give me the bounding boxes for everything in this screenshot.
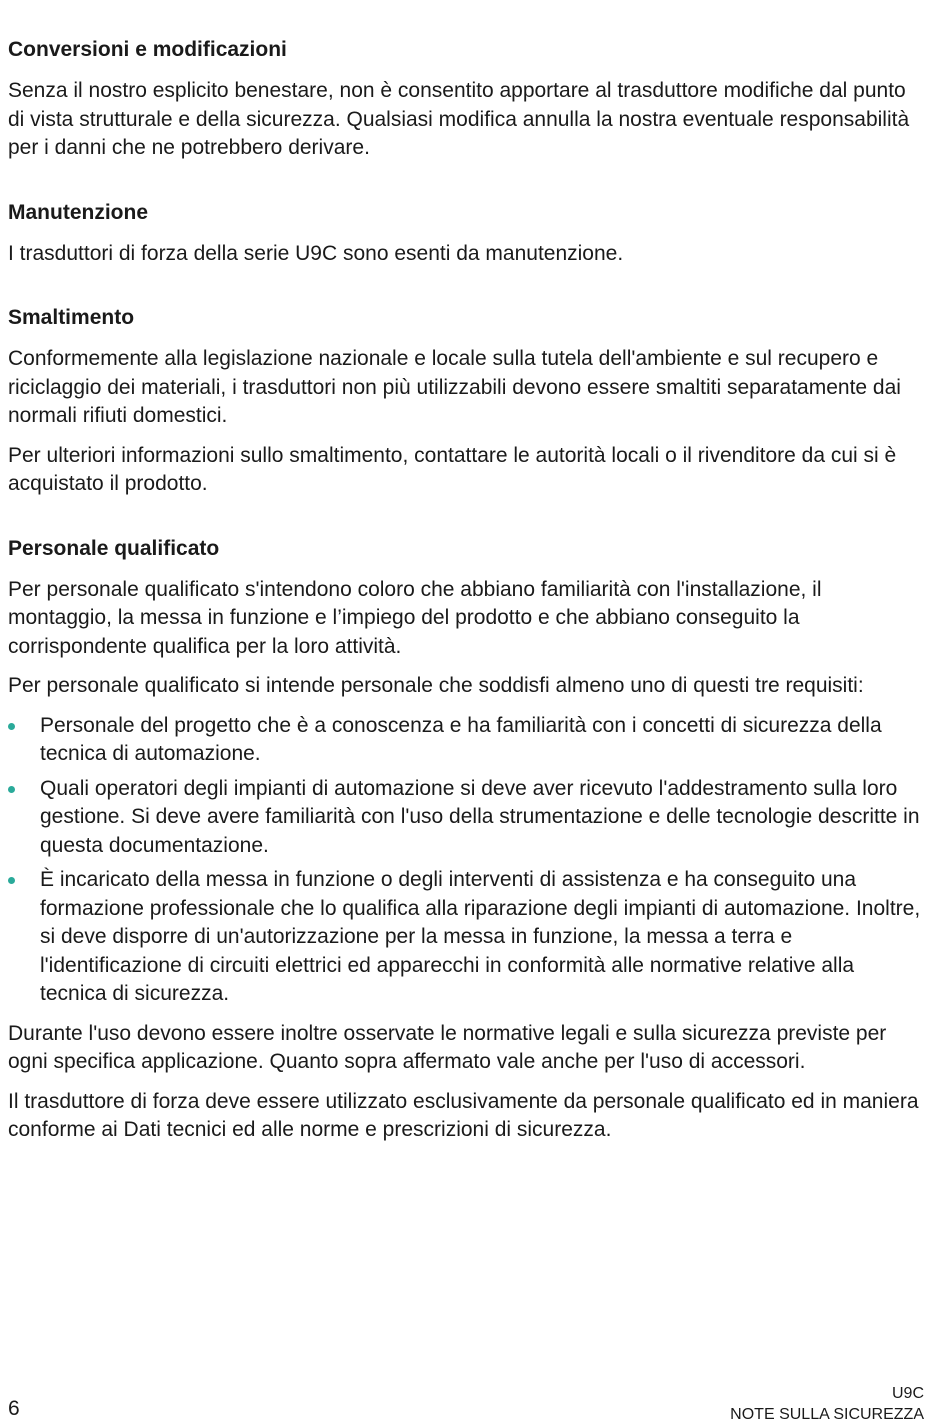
page-content	[8, 36, 923, 1181]
bullet-dot-icon	[8, 877, 15, 884]
paragraph: Durante l'uso devono essere inoltre osservate le normative legali e sulla sicurezza previste per ogni specifica applicazione. Quanto sopra affermato vale anche per l'uso di accessori.	[8, 1021, 887, 1073]
paragraph: Per ulteriori informazioni sullo smaltimento, contattare le autorità locali o il rivenditore da cui si è acquistato il prodotto.	[8, 443, 897, 495]
list-item	[8, 712, 923, 769]
section-heading: Personale qualificato	[8, 536, 220, 560]
paragraph: Per personale qualificato s'intendono coloro che abbiano familiarità con l'installazione, il montaggio, la messa in funzione e l’impiego del prodotto e che abbiano conseguito la corrispondente qualifica per la loro attività.	[8, 577, 822, 658]
footer-chapter: NOTE SULLA SICUREZZA	[730, 1406, 924, 1423]
list-item	[8, 866, 923, 1009]
page-number: 6	[8, 1397, 20, 1420]
paragraph: Per personale qualificato si intende personale che soddisfi almeno uno di questi tre requisiti:	[8, 674, 864, 697]
bullet-dot-icon	[8, 723, 15, 730]
footer-product: U9C	[891, 1385, 924, 1402]
paragraph: Il trasduttore di forza deve essere utilizzato esclusivamente da personale qualificato ed in maniera conforme ai Dati tecnici ed alle norme e prescrizioni di sicurezza.	[8, 1089, 919, 1141]
footer-running-header	[730, 1383, 924, 1425]
requirements-list	[8, 712, 923, 1009]
section-heading: Conversioni e modificazioni	[8, 38, 287, 61]
paragraph: Conformemente alla legislazione nazionale e locale sulla tutela dell'ambiente e sul recupero e riciclaggio dei materiali, i trasduttori non più utilizzabili devono essere smaltiti separatamente dai normali rifiuti domestici.	[8, 347, 901, 427]
section-personale-qualificato	[8, 535, 923, 1145]
list-item	[8, 775, 923, 861]
bullet-dot-icon	[8, 786, 15, 793]
paragraph: I trasduttori di forza della serie U9C sono esenti da manutenzione.	[8, 241, 624, 265]
list-item-text: Quali operatori degli impianti di automazione si deve aver ricevuto l'addestramento sulla loro gestione. Si deve avere familiarità con l'uso della strumentazione e delle tecnologie descritte in questa documentazione.	[40, 776, 920, 857]
paragraph: Senza il nostro esplicito benestare, non è consentito apportare al trasduttore modifiche dal punto di vista strutturale e della sicurezza. Qualsiasi modifica annulla la nostra eventuale responsabilità per i danni che ne potrebbero derivare.	[8, 79, 910, 159]
section-manutenzione	[8, 199, 923, 269]
section-conversioni	[8, 36, 923, 163]
section-heading: Smaltimento	[8, 306, 135, 329]
section-smaltimento	[8, 304, 923, 499]
section-heading: Manutenzione	[8, 200, 148, 224]
list-item-text: È incaricato della messa in funzione o degli interventi di assistenza e ha conseguito una formazione professionale che lo qualifica alla riparazione degli impianti di automazione. Inoltre, si deve disporre di un'autorizzazione per la messa in funzione, la messa a terra e l'identificazione di circuiti elettrici ed apparecchi in conformità alle normative relative alla tecnica di sicurezza.	[40, 868, 921, 1005]
list-item-text: Personale del progetto che è a conoscenza e ha familiarità con i concetti di sicurezza della tecnica di automazione.	[40, 713, 882, 765]
